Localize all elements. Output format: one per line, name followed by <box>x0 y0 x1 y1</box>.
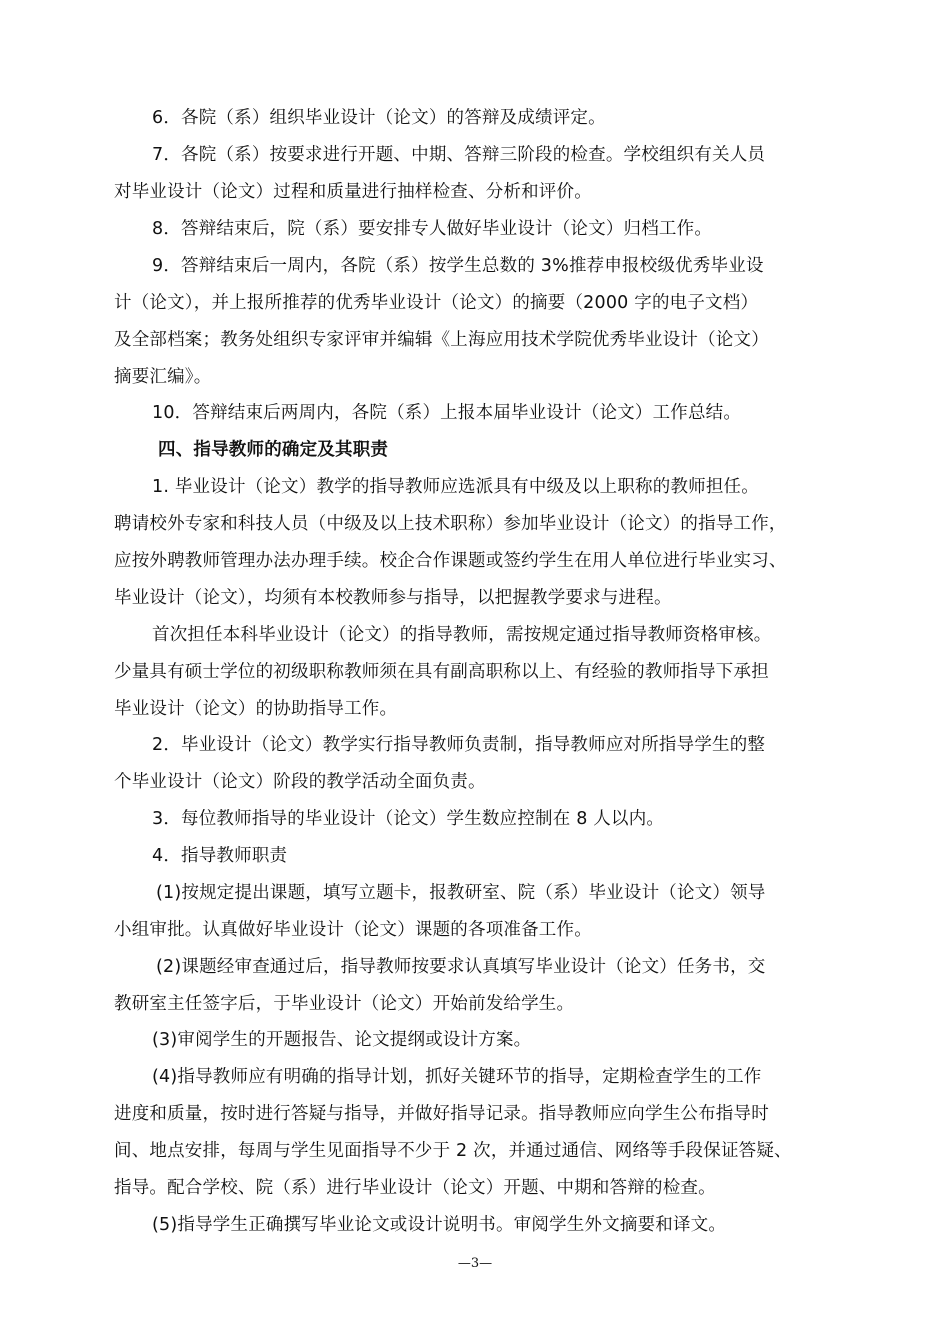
section-heading: 四、指导教师的确定及其职责 <box>158 440 389 460</box>
paragraph-line: 9．答辩结束后一周内，各院（系）按学生总数的 3%推荐申报校级优秀毕业设 <box>152 256 764 276</box>
paragraph-line: 1. 毕业设计（论文）教学的指导教师应选派具有中级及以上职称的教师担任。 <box>152 477 759 497</box>
paragraph-line: 应按外聘教师管理办法办理手续。校企合作课题或签约学生在用人单位进行毕业实习、 <box>114 551 787 571</box>
paragraph-line: 对毕业设计（论文）过程和质量进行抽样检查、分析和评价。 <box>114 182 592 202</box>
paragraph-line: 3．每位教师指导的毕业设计（论文）学生数应控制在 8 人以内。 <box>152 809 665 829</box>
paragraph-line: (5)指导学生正确撰写毕业论文或设计说明书。审阅学生外文摘要和译文。 <box>152 1215 727 1235</box>
paragraph-line: (3)审阅学生的开题报告、论文提纲或设计方案。 <box>152 1030 532 1050</box>
paragraph-line: 进度和质量，按时进行答疑与指导，并做好指导记录。指导教师应向学生公布指导时 <box>114 1104 769 1124</box>
paragraph-line: 聘请校外专家和科技人员（中级及以上技术职称）参加毕业设计（论文）的指导工作， <box>114 514 787 534</box>
paragraph-line: (4)指导教师应有明确的指导计划，抓好关键环节的指导，定期检查学生的工作 <box>152 1067 762 1087</box>
paragraph-line: 小组审批。认真做好毕业设计（论文）课题的各项准备工作。 <box>114 920 592 940</box>
paragraph-line: 指导。配合学校、院（系）进行毕业设计（论文）开题、中期和答辩的检查。 <box>114 1178 716 1198</box>
paragraph-line: (2)课题经审查通过后，指导教师按要求认真填写毕业设计（论文）任务书，交 <box>156 957 766 977</box>
paragraph-line: 首次担任本科毕业设计（论文）的指导教师，需按规定通过指导教师资格审核。 <box>152 625 772 645</box>
paragraph-line: 个毕业设计（论文）阶段的教学活动全面负责。 <box>114 772 486 792</box>
paragraph-line: 间、地点安排，每周与学生见面指导不少于 2 次，并通过通信、网络等手段保证答疑、 <box>114 1141 792 1161</box>
paragraph-line: 毕业设计（论文），均须有本校教师参与指导，以把握教学要求与进程。 <box>114 588 672 608</box>
paragraph-line: 4．指导教师职责 <box>152 846 288 866</box>
paragraph-line: 少量具有硕士学位的初级职称教师须在具有副高职称以上、有经验的教师指导下承担 <box>114 662 769 682</box>
paragraph-line: (1)按规定提出课题，填写立题卡，报教研室、院（系）毕业设计（论文）领导 <box>156 883 766 903</box>
paragraph-line: 教研室主任签字后，于毕业设计（论文）开始前发给学生。 <box>114 994 575 1014</box>
paragraph-line: 8．答辩结束后，院（系）要安排专人做好毕业设计（论文）归档工作。 <box>152 219 713 239</box>
page-number: —3— <box>457 1256 493 1271</box>
paragraph-line: 毕业设计（论文）的协助指导工作。 <box>114 699 398 719</box>
paragraph-line: 6．各院（系）组织毕业设计（论文）的答辩及成绩评定。 <box>152 108 606 128</box>
paragraph-line: 7．各院（系）按要求进行开题、中期、答辩三阶段的检查。学校组织有关人员 <box>152 145 766 165</box>
paragraph-line: 及全部档案；教务处组织专家评审并编辑《上海应用技术学院优秀毕业设计（论文） <box>114 330 769 350</box>
paragraph-line: 摘要汇编》。 <box>114 367 212 387</box>
paragraph-line: 2．毕业设计（论文）教学实行指导教师负责制，指导教师应对所指导学生的整 <box>152 735 766 755</box>
paragraph-line: 计（论文），并上报所推荐的优秀毕业设计（论文）的摘要（2000 字的电子文档） <box>114 293 759 313</box>
paragraph-line: 10．答辩结束后两周内，各院（系）上报本届毕业设计（论文）工作总结。 <box>152 403 742 423</box>
